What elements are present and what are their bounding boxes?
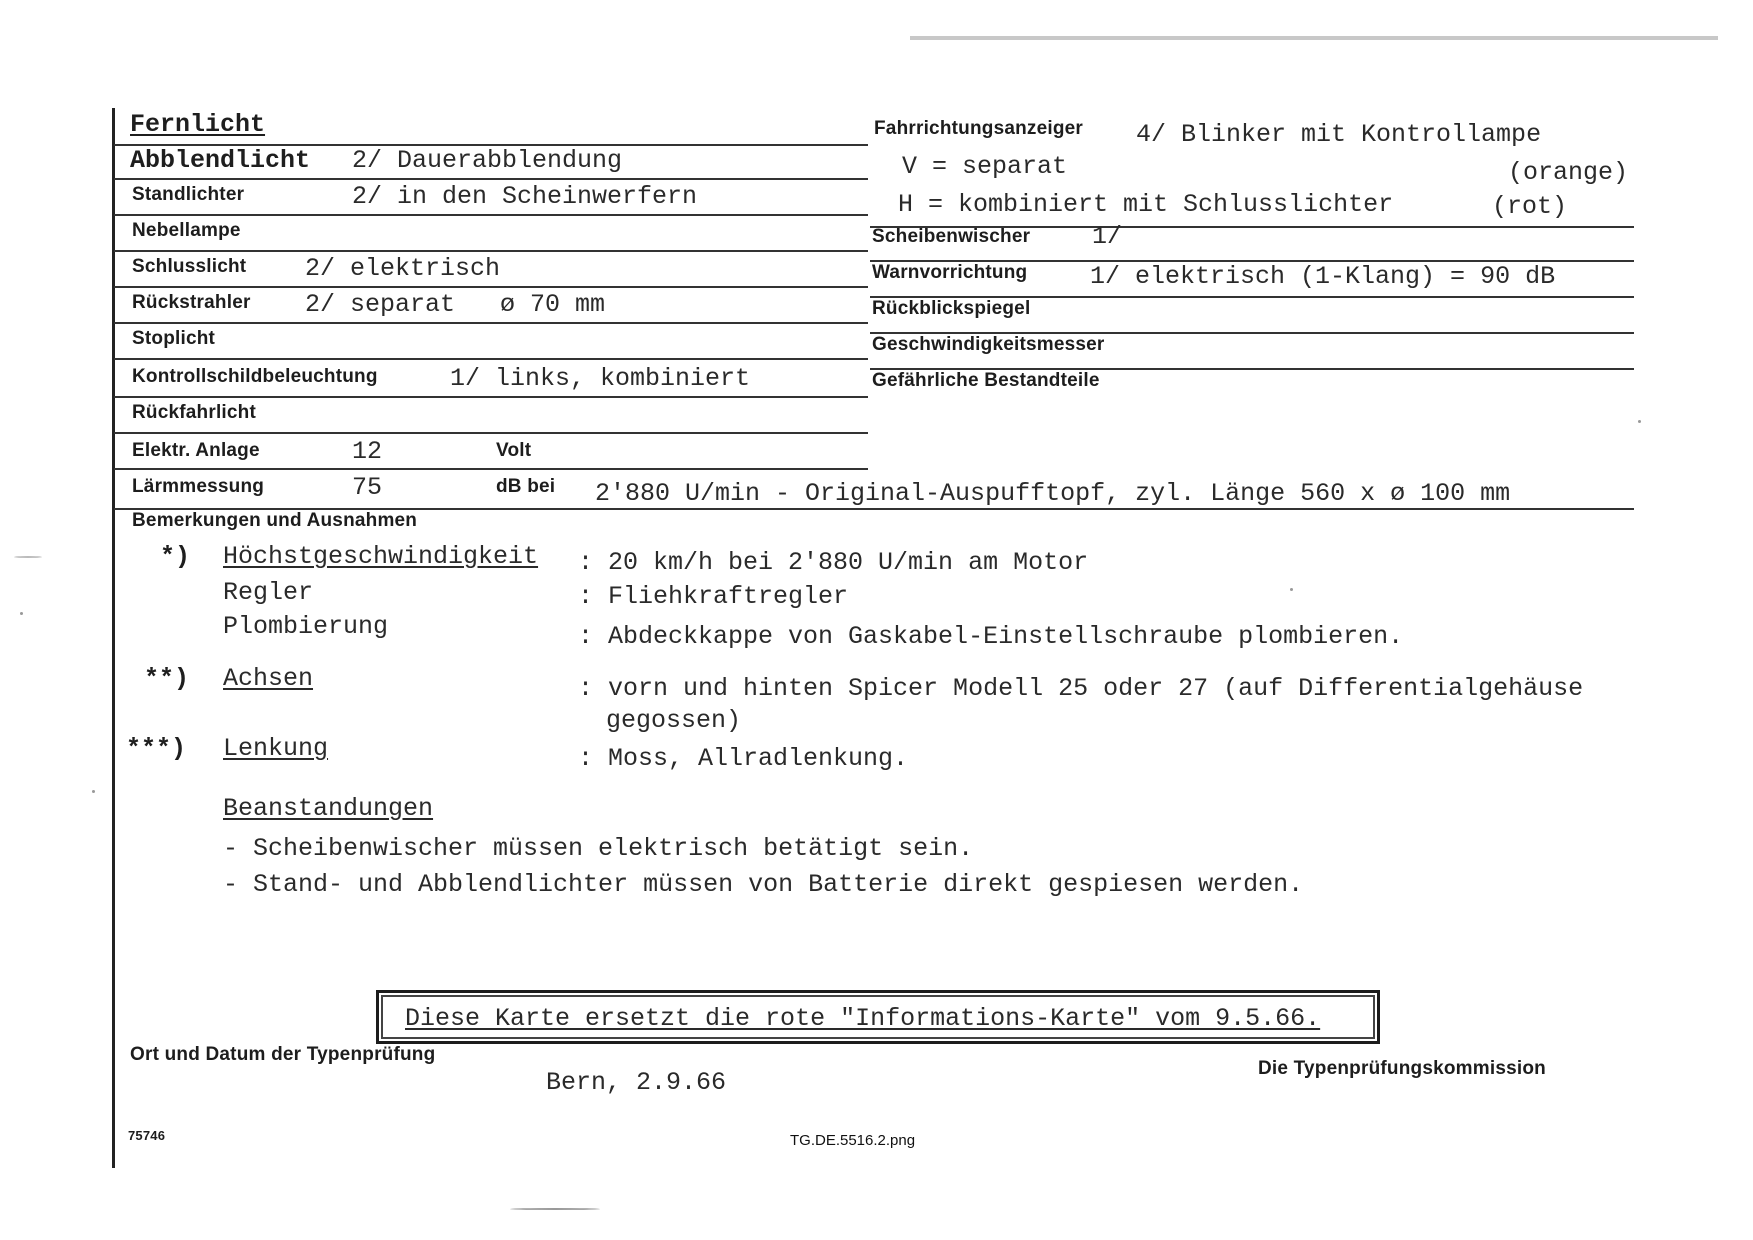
schlusslicht-label: Schlusslicht [132, 256, 247, 277]
laermmessung-detail: 2'880 U/min - Original-Auspufftopf, zyl. Länge 560 x ø 100 mm [595, 479, 1511, 508]
stoplicht-label: Stoplicht [132, 328, 216, 349]
scan-speck [14, 556, 42, 558]
kontrollschild-value: 1/ links, kombiniert [450, 364, 751, 393]
blinker-h-line: H = kombiniert mit Schlusslichter [898, 190, 1394, 219]
remarks-heading: Bemerkungen und Ausnahmen [132, 510, 418, 531]
remark-text: : vorn und hinten Spicer Modell 25 oder 27 (auf Differentialgehäuse [578, 674, 1584, 703]
row-divider [114, 396, 868, 398]
kontrollschild-label: Kontrollschildbeleuchtung [132, 366, 378, 387]
scan-speck [92, 790, 95, 793]
fahrrichtungsanzeiger-label: Fahrrichtungsanzeiger [874, 118, 1084, 139]
remark-term: Regler [223, 578, 314, 607]
nebellampe-label: Nebellampe [132, 220, 241, 241]
elektr-anlage-label: Elektr. Anlage [132, 440, 260, 461]
blinker-note-rot: (rot) [1492, 192, 1568, 221]
gefaehrliche-bestandteile-label: Gefährliche Bestandteile [872, 370, 1100, 391]
fernlicht-label: Fernlicht [130, 110, 266, 139]
scheibenwischer-value: 1/ [1092, 222, 1123, 251]
warnvorrichtung-value: 1/ elektrisch (1-Klang) = 90 dB [1090, 262, 1556, 291]
scheibenwischer-label: Scheibenwischer [872, 226, 1031, 247]
remark-text-continued: gegossen) [606, 706, 742, 735]
fahrrichtungsanzeiger-value: 4/ Blinker mit Kontrollampe [1136, 120, 1542, 149]
warnvorrichtung-label: Warnvorrichtung [872, 262, 1028, 283]
scan-speck [510, 1208, 600, 1210]
standlichter-label: Standlichter [132, 184, 245, 205]
rueckstrahler-label: Rückstrahler [132, 292, 251, 313]
row-divider [114, 468, 868, 470]
left-border-line [112, 108, 115, 1168]
scan-speck [1290, 588, 1293, 591]
scan-speck [20, 612, 23, 615]
schlusslicht-value: 2/ elektrisch [305, 254, 501, 283]
remark-text: : Moss, Allradlenkung. [578, 744, 909, 773]
laermmessung-label: Lärmmessung [132, 476, 265, 497]
row-divider [114, 214, 868, 216]
elektr-anlage-unit: Volt [496, 440, 532, 461]
remark-mark: ***) [126, 734, 187, 763]
standlichter-value: 2/ in den Scheinwerfern [352, 182, 698, 211]
remark-text: : 20 km/h bei 2'880 U/min am Motor [578, 548, 1089, 577]
remark-term: Höchstgeschwindigkeit [223, 542, 539, 571]
laermmessung-unit: dB bei [496, 476, 556, 497]
row-divider [114, 432, 868, 434]
elektr-anlage-value: 12 [352, 437, 383, 466]
rueckstrahler-value: 2/ separat ø 70 mm [305, 290, 606, 319]
remark-term: Achsen [223, 664, 314, 693]
remark-text: : Fliehkraftregler [578, 582, 849, 611]
ort-datum-value: Bern, 2.9.66 [546, 1068, 727, 1097]
row-divider [114, 358, 868, 360]
rueckblickspiegel-label: Rückblickspiegel [872, 298, 1031, 319]
complaint-item: - Stand- und Abblendlichter müssen von Batterie direkt gespiesen werden. [223, 870, 1304, 899]
ort-datum-label: Ort und Datum der Typenprüfung [130, 1044, 436, 1065]
row-divider [114, 322, 868, 324]
row-divider [114, 178, 868, 180]
complaints-heading: Beanstandungen [223, 794, 434, 823]
row-divider [114, 250, 868, 252]
laermmessung-value: 75 [352, 473, 383, 502]
blinker-note-orange: (orange) [1508, 158, 1629, 187]
rueckfahrlicht-label: Rückfahrlicht [132, 402, 257, 423]
remark-term: Lenkung [223, 734, 329, 763]
row-divider [114, 286, 868, 288]
replacement-notice-box [376, 990, 1380, 1044]
geschwindigkeitsmesser-label: Geschwindigkeitsmesser [872, 334, 1105, 355]
form-number: 75746 [128, 1128, 166, 1143]
remark-mark: **) [144, 664, 190, 693]
complaint-item: - Scheibenwischer müssen elektrisch betätigt sein. [223, 834, 974, 863]
replacement-notice-text: Diese Karte ersetzt die rote "Informations-Karte" vom 9.5.66. [405, 1004, 1321, 1033]
abblendlicht-label: Abblendlicht [130, 146, 311, 175]
remark-text: : Abdeckkappe von Gaskabel-Einstellschraube plombieren. [578, 622, 1404, 651]
file-name: TG.DE.5516.2.png [790, 1132, 916, 1149]
remark-mark: *) [160, 542, 191, 571]
commission-label: Die Typenprüfungskommission [1258, 1058, 1546, 1079]
top-edge-line [910, 36, 1718, 40]
blinker-v-line: V = separat [902, 152, 1068, 181]
scan-speck [1638, 420, 1641, 423]
abblendlicht-value: 2/ Dauerabblendung [352, 146, 623, 175]
remark-term: Plombierung [223, 612, 389, 641]
